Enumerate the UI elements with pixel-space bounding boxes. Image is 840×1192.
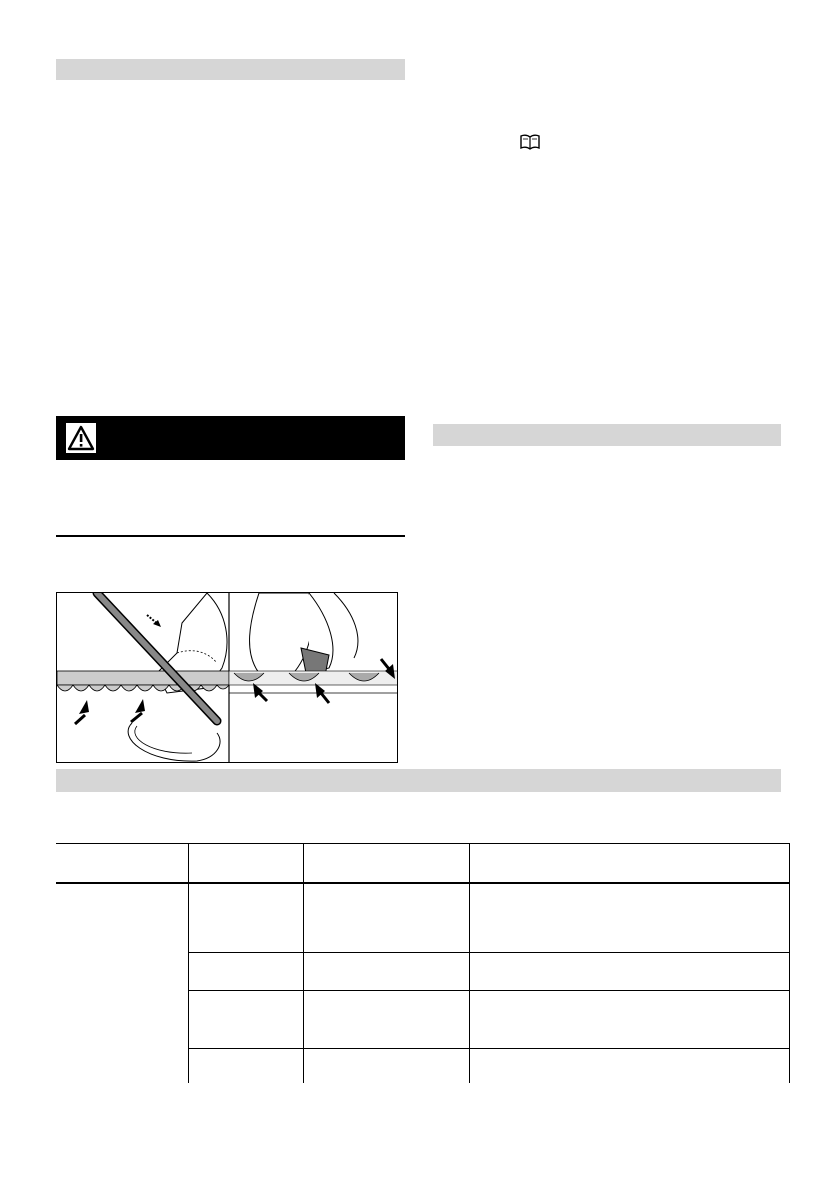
warning-triangle-icon xyxy=(66,423,96,453)
file-sharpening-illustration xyxy=(57,593,229,761)
table-column-rule xyxy=(303,843,304,1083)
table-row-rule xyxy=(188,990,790,991)
table-column-rule xyxy=(789,843,790,1083)
divider xyxy=(56,535,405,537)
troubleshooting-table xyxy=(56,843,790,1083)
table-header-rule xyxy=(56,882,790,884)
table-column-rule xyxy=(188,843,189,1083)
book-icon xyxy=(519,134,541,150)
table-row-rule xyxy=(188,952,790,953)
table-column-rule xyxy=(469,843,470,1083)
section-heading-bar-right xyxy=(433,424,781,446)
deburring-illustration xyxy=(229,593,398,703)
table-row-rule xyxy=(188,1048,790,1049)
maintenance-illustration xyxy=(56,592,398,763)
warning-banner xyxy=(56,416,405,460)
section-heading-bar-top-left xyxy=(56,59,405,80)
section-heading-bar-wide xyxy=(56,769,781,792)
table-top-rule xyxy=(56,843,790,844)
